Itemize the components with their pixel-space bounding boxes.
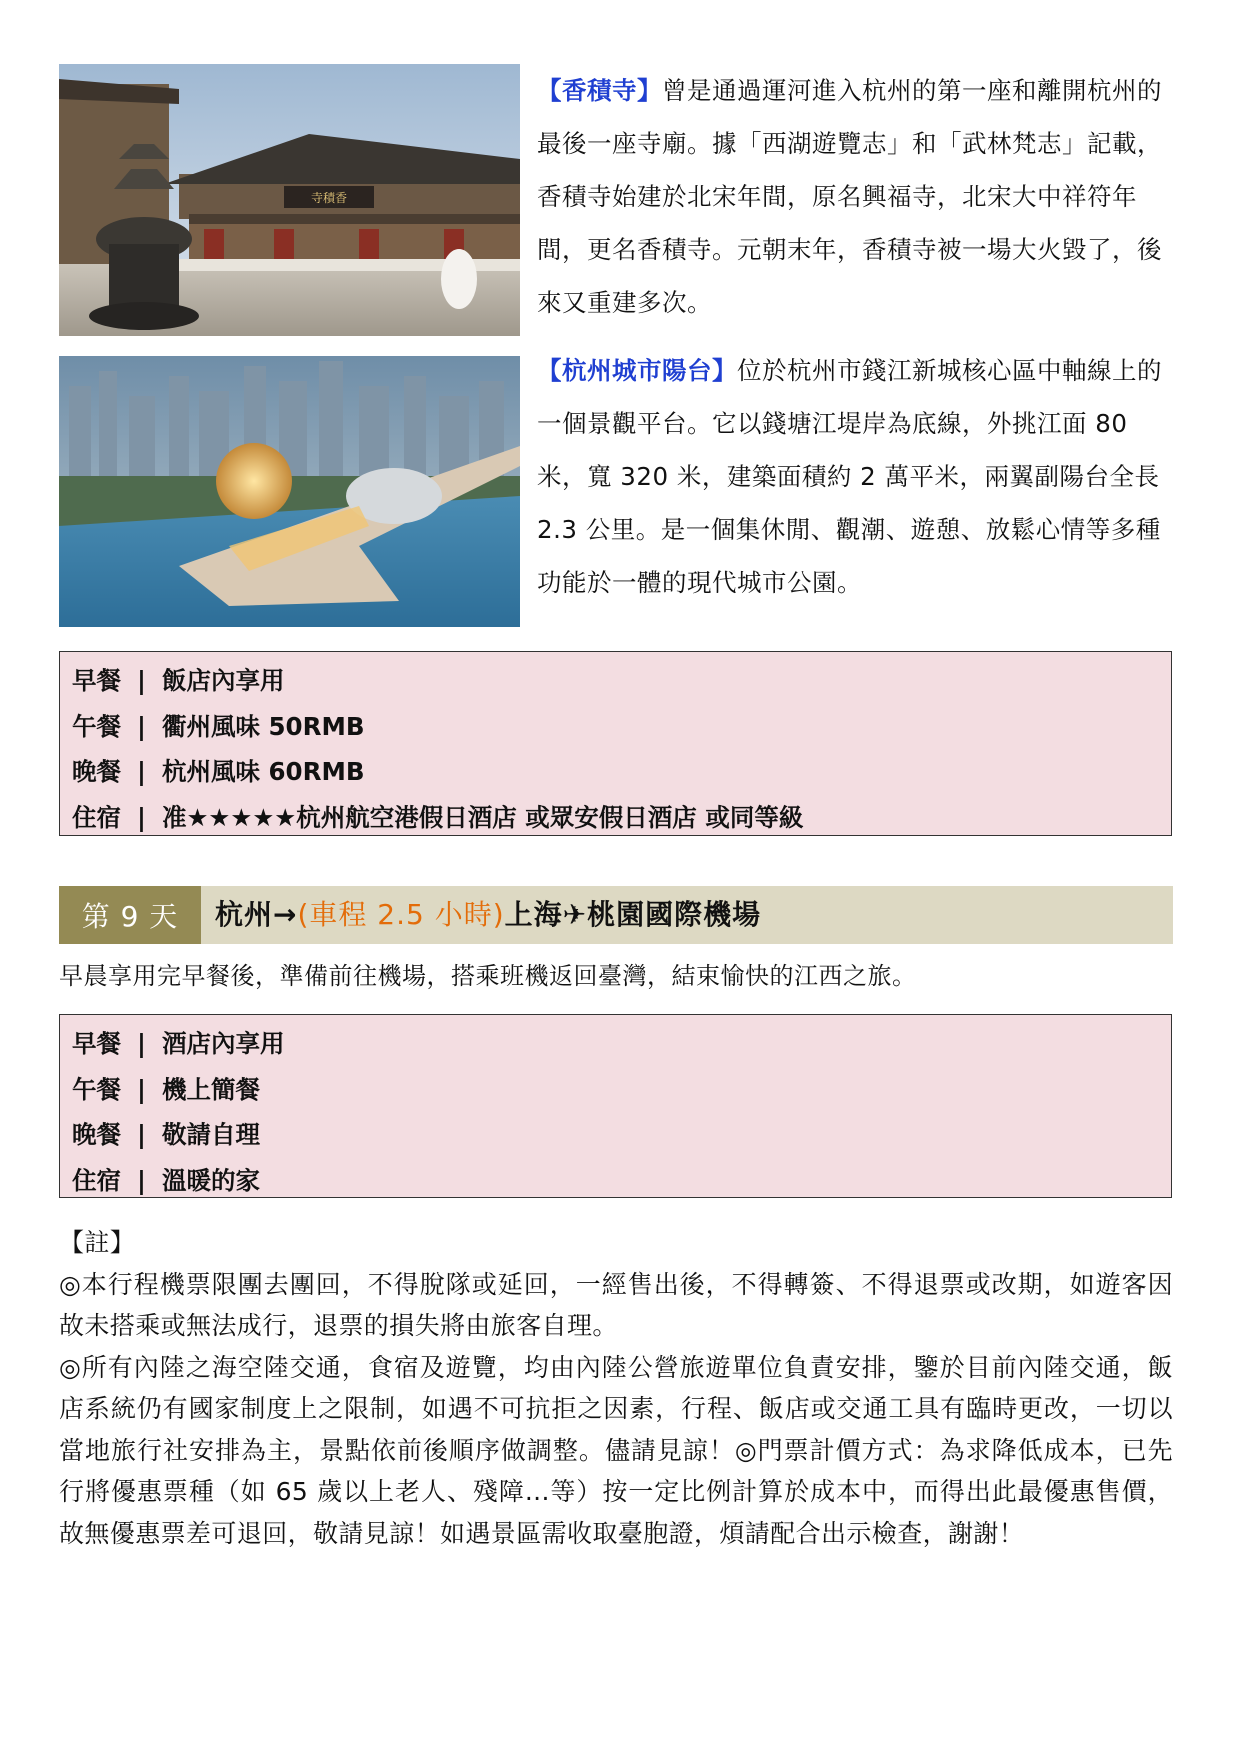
day-route: 杭州→(車程 2.5 小時)上海✈桃園國際機場 [215, 898, 762, 931]
meal-row-lodging: 住宿 | 溫暖的家 [72, 1165, 260, 1195]
attraction-city-balcony [537, 344, 1177, 609]
meals-box-day8 [59, 651, 1172, 836]
meal-row-dinner: 晚餐 | 杭州風味 60RMB [72, 757, 365, 786]
attraction-name: 【杭州城市陽台】 [537, 356, 737, 385]
city-balcony-photo [59, 356, 520, 627]
meal-row-breakfast: 早餐 | 酒店內享用 [72, 1029, 285, 1058]
notes-section [59, 1222, 1173, 1554]
day9-description: 早晨享用完早餐後，準備前往機場，搭乘班機返回臺灣，結束愉快的江西之旅。 [59, 962, 917, 990]
meal-row-breakfast: 早餐 | 飯店內享用 [72, 666, 285, 695]
meal-row-lodging: 住宿 | 准★★★★★杭州航空港假日酒店 或眾安假日酒店 或同等級 [72, 802, 804, 832]
drive-time: (車程 2.5 小時) [297, 898, 505, 931]
notes-title: 【註】 [59, 1228, 136, 1257]
day-badge: 第 9 天 [59, 886, 201, 944]
attraction-description: 曾是通過運河進入杭州的第一座和離開杭州的最後一座寺廟。據「西湖遊覽志」和「武林梵志」記載，香積寺始建於北宋年間，原名興福寺，北宋大中祥符年間，更名香積寺。元朝末年，香積寺被一場大火毀了，後來又重建多次。 [537, 76, 1162, 317]
attraction-description: 位於杭州市錢江新城核心區中軸線上的一個景觀平台。它以錢塘江堤岸為底線，外挑江面 80 米，寬 320 米，建築面積約 2 萬平米，兩翼副陽台全長 2.3 公里。是一個集休閒、觀潮、遊憩、放鬆心情等多種功能於一體的現代城市公園。 [537, 356, 1162, 597]
temple-sign: 寺積香 [310, 191, 348, 205]
notes-paragraph-1: ◎本行程機票限團去團回，不得脫隊或延回，一經售出後，不得轉簽、不得退票或改期，如遊客因故未搭乘或無法成行，退票的損失將由旅客自理。 [59, 1269, 1173, 1340]
attraction-xiangji-temple [537, 64, 1177, 329]
temple-photo [59, 64, 520, 336]
meal-row-lunch: 午餐 | 衢州風味 50RMB [72, 711, 365, 741]
meal-row-dinner: 晚餐 | 敬請自理 [72, 1120, 260, 1149]
notes-paragraph-2: ◎所有內陸之海空陸交通，食宿及遊覽，均由內陸公營旅遊單位負責安排，鑒於目前內陸交通，飯店系統仍有國家制度上之限制，如遇不可抗拒之因素，行程、飯店或交通工具有臨時更改，一切以當地旅行社安排為主，景點依前後順序做調整。儘請見諒！◎門票計價方式：為求降低成本，已先行將優惠票種（如 65 歲以上老人、殘障...等）按一定比例計算於成本中，而得出此最優惠售價，故無優惠票差可退回，敬請見諒！如遇景區需收取臺胞證，煩請配合出示檢查，謝謝！ [59, 1352, 1173, 1548]
day9-header [59, 886, 1173, 944]
attraction-name: 【香積寺】 [537, 76, 662, 105]
meal-row-lunch: 午餐 | 機上簡餐 [72, 1074, 260, 1104]
meals-box-day9 [59, 1014, 1172, 1198]
